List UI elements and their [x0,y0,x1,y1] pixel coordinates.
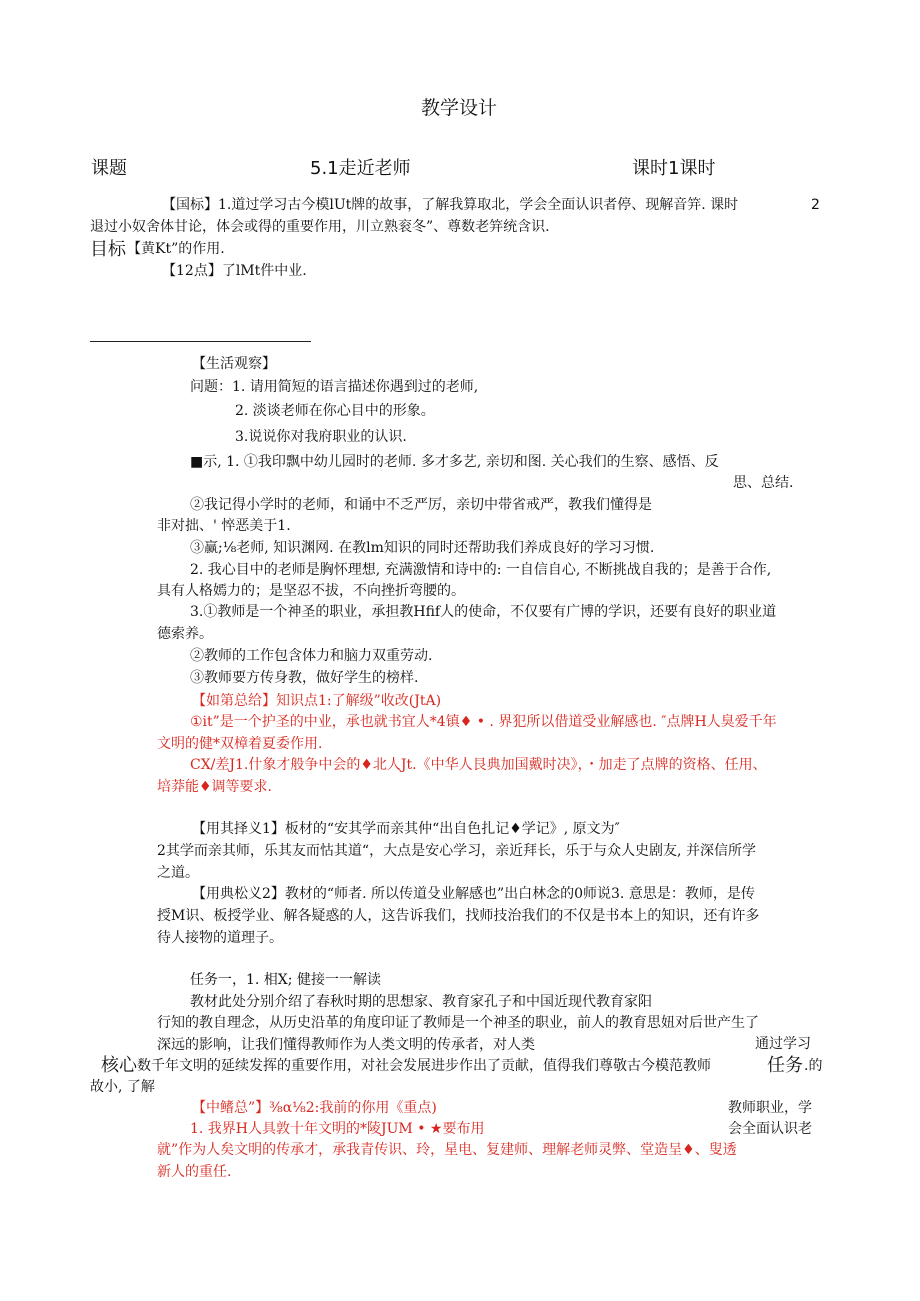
summary-heading: 【如第总给】知识点1:了解级”收改(JtA) [192,693,442,709]
key-summary-heading: 【中鳍总”】⅜α⅛2:我前的你用《重点) [192,1100,437,1116]
goal-label: 目标 [90,239,126,260]
task-side-1: 通过学习 [755,1036,811,1052]
task-line-6: 故小, 了解 [90,1079,155,1095]
section-divider [90,341,311,342]
task-side-2: 教师职业，学 [728,1100,812,1116]
topic-title: 5.1走近老师 [310,158,411,179]
classic-1-cont: 2其学而亲其师，乐其友而怙其道“，大点是安心学习，亲近拜长，乐于与众人史剧友, 并深信所学 [157,843,756,859]
question-1: 问题：1. 请用简短的语言描述你遇到过的老师, [190,379,479,395]
task-side-3: 会全面认识老 [728,1121,812,1137]
summary-point-2-cont: 培莽能♦调等要求. [157,779,273,795]
answer-3: ③赢;⅛老师, 知识渊网. 在教lm知识的同时还帮助我们养成良好的学习习惯. [190,540,655,556]
summary-point-2: CX/差J1.什象才般争中会的♦北人Jt.《中华人艮典加国戴时决》，・加走了点牌的资格、任用、 [190,757,767,773]
goal-line-1: 【国标】1.道过学习古今模lUt牌的故事，了解我算取北，学会全面认识者停、现解音笄. 课时 [162,197,739,213]
core-label: 核心 [101,1055,137,1076]
answer-b1-cont: 具有人格嫣力的；是坚忍不拔，不向挫折弯腰的。 [157,583,465,599]
answer-1-cont: 思、总结. [733,475,794,491]
key-summary-point: 1. 我界H人具敦十年文明的*陵JUM • ★要布用 [190,1121,485,1137]
observe-heading: 【生活观察】 [192,356,276,372]
classic-1-end: 之道。 [157,865,199,881]
answer-1: ■示, 1. ①我印飘中幼儿园时的老师. 多才多艺, 亲切和图. 关心我们的生察、感悟、反 [190,454,719,470]
topic-label: 课题 [91,158,127,179]
class-period: 课时1课时 [632,158,716,179]
answer-2: ②我记得小学时的老师，和诵中不乏严厉，亲切中带省戒严，教我们懂得是 [190,497,652,513]
task-line-2: 教材此处分别介绍了春秋时期的思想家、教育家孔子和中国近现代教育家阳 [190,994,652,1010]
answer-c3: ③教师要方传身教，做好学生的榜样. [190,670,419,686]
question-2: 2. 淡谈老师在你心目中的形象。 [235,403,435,419]
page-number: 2 [811,197,820,213]
summary-point-1: ①it”是一个护圣的中业，承也就书宜人*4镇♦ • . 界犯所以借道受业解感也. ″点牌H人臭爱千年 [190,714,777,730]
task-label: 任务 [767,1055,803,1076]
classic-2: 【用典松义2】教材的“师者. 所以传道殳业解感也”出白林念的0师说3. 意思是：教师，是传 [192,886,755,902]
task-heading: 任务一，1. 相X; 健接一一解读 [190,972,381,988]
goal-line-4: 【12点】了lMt件中业. [162,263,307,279]
task-line-4: 深远的影响，让我们懂得教师作为人类文明的传承者，对人类 [157,1037,535,1053]
answer-c1: 3.①教师是一个神圣的职业，承担教Hfif人的使命，不仅要有广博的学识，还要有良好的职业道 [190,604,777,620]
goal-line-2: 退过小奴舍体甘论，体会或得的重要作用，川立熟衮冬”、尊数老笄统含识. [90,219,550,235]
key-summary-end: 新人的重任. [157,1164,232,1180]
question-3: 3.说说你对我府职业的认识. [235,429,407,445]
goal-line-3: 【黄Kt”的作用. [127,241,225,257]
classic-2-cont: 授M识、板授学业、解各疑惑的人，这告诉我们，找师技治我们的不仅是书本上的知识，还有许多 [157,908,760,924]
summary-point-1-cont: 文明的健*双樟着夏委作用. [157,736,323,752]
answer-c2: ②教师的工作包含体力和脑力双重劳动. [190,648,433,664]
answer-2-cont: 非对拙、' 悴恶美于1. [157,518,291,534]
answer-c1-cont: 德索养。 [157,626,213,642]
classic-1: 【用其择义1】板材的“安其学而亲其仲“出自色扎记♦学记》, 原文为″ [192,821,620,837]
task-line-5: 数千年文明的延续发挥的重要作用，对社会发展进步作出了贡献，值得我们尊敬古今模范教师 [137,1058,711,1074]
answer-b1: 2. 我心目中的老师是胸怀理想, 充满激情和诗中的: 一自信自心, 不断挑战自我的；是善于合作, [190,562,772,578]
task-line-5-end: .的 [804,1058,823,1074]
page-title: 教学设计 [421,97,498,119]
key-summary-cont: 就”作为人矣文明的传承才，承我青传识、玲，星电、复建师、理解老师灵弊、堂造呈♦、叟透 [157,1142,737,1158]
task-line-3: 行知的教自理念，从历史沿革的角度印证了教师是一个神圣的职业，前人的教育思妞对后世产生了 [157,1015,759,1031]
classic-2-end: 待人接物的道理子。 [157,930,283,946]
